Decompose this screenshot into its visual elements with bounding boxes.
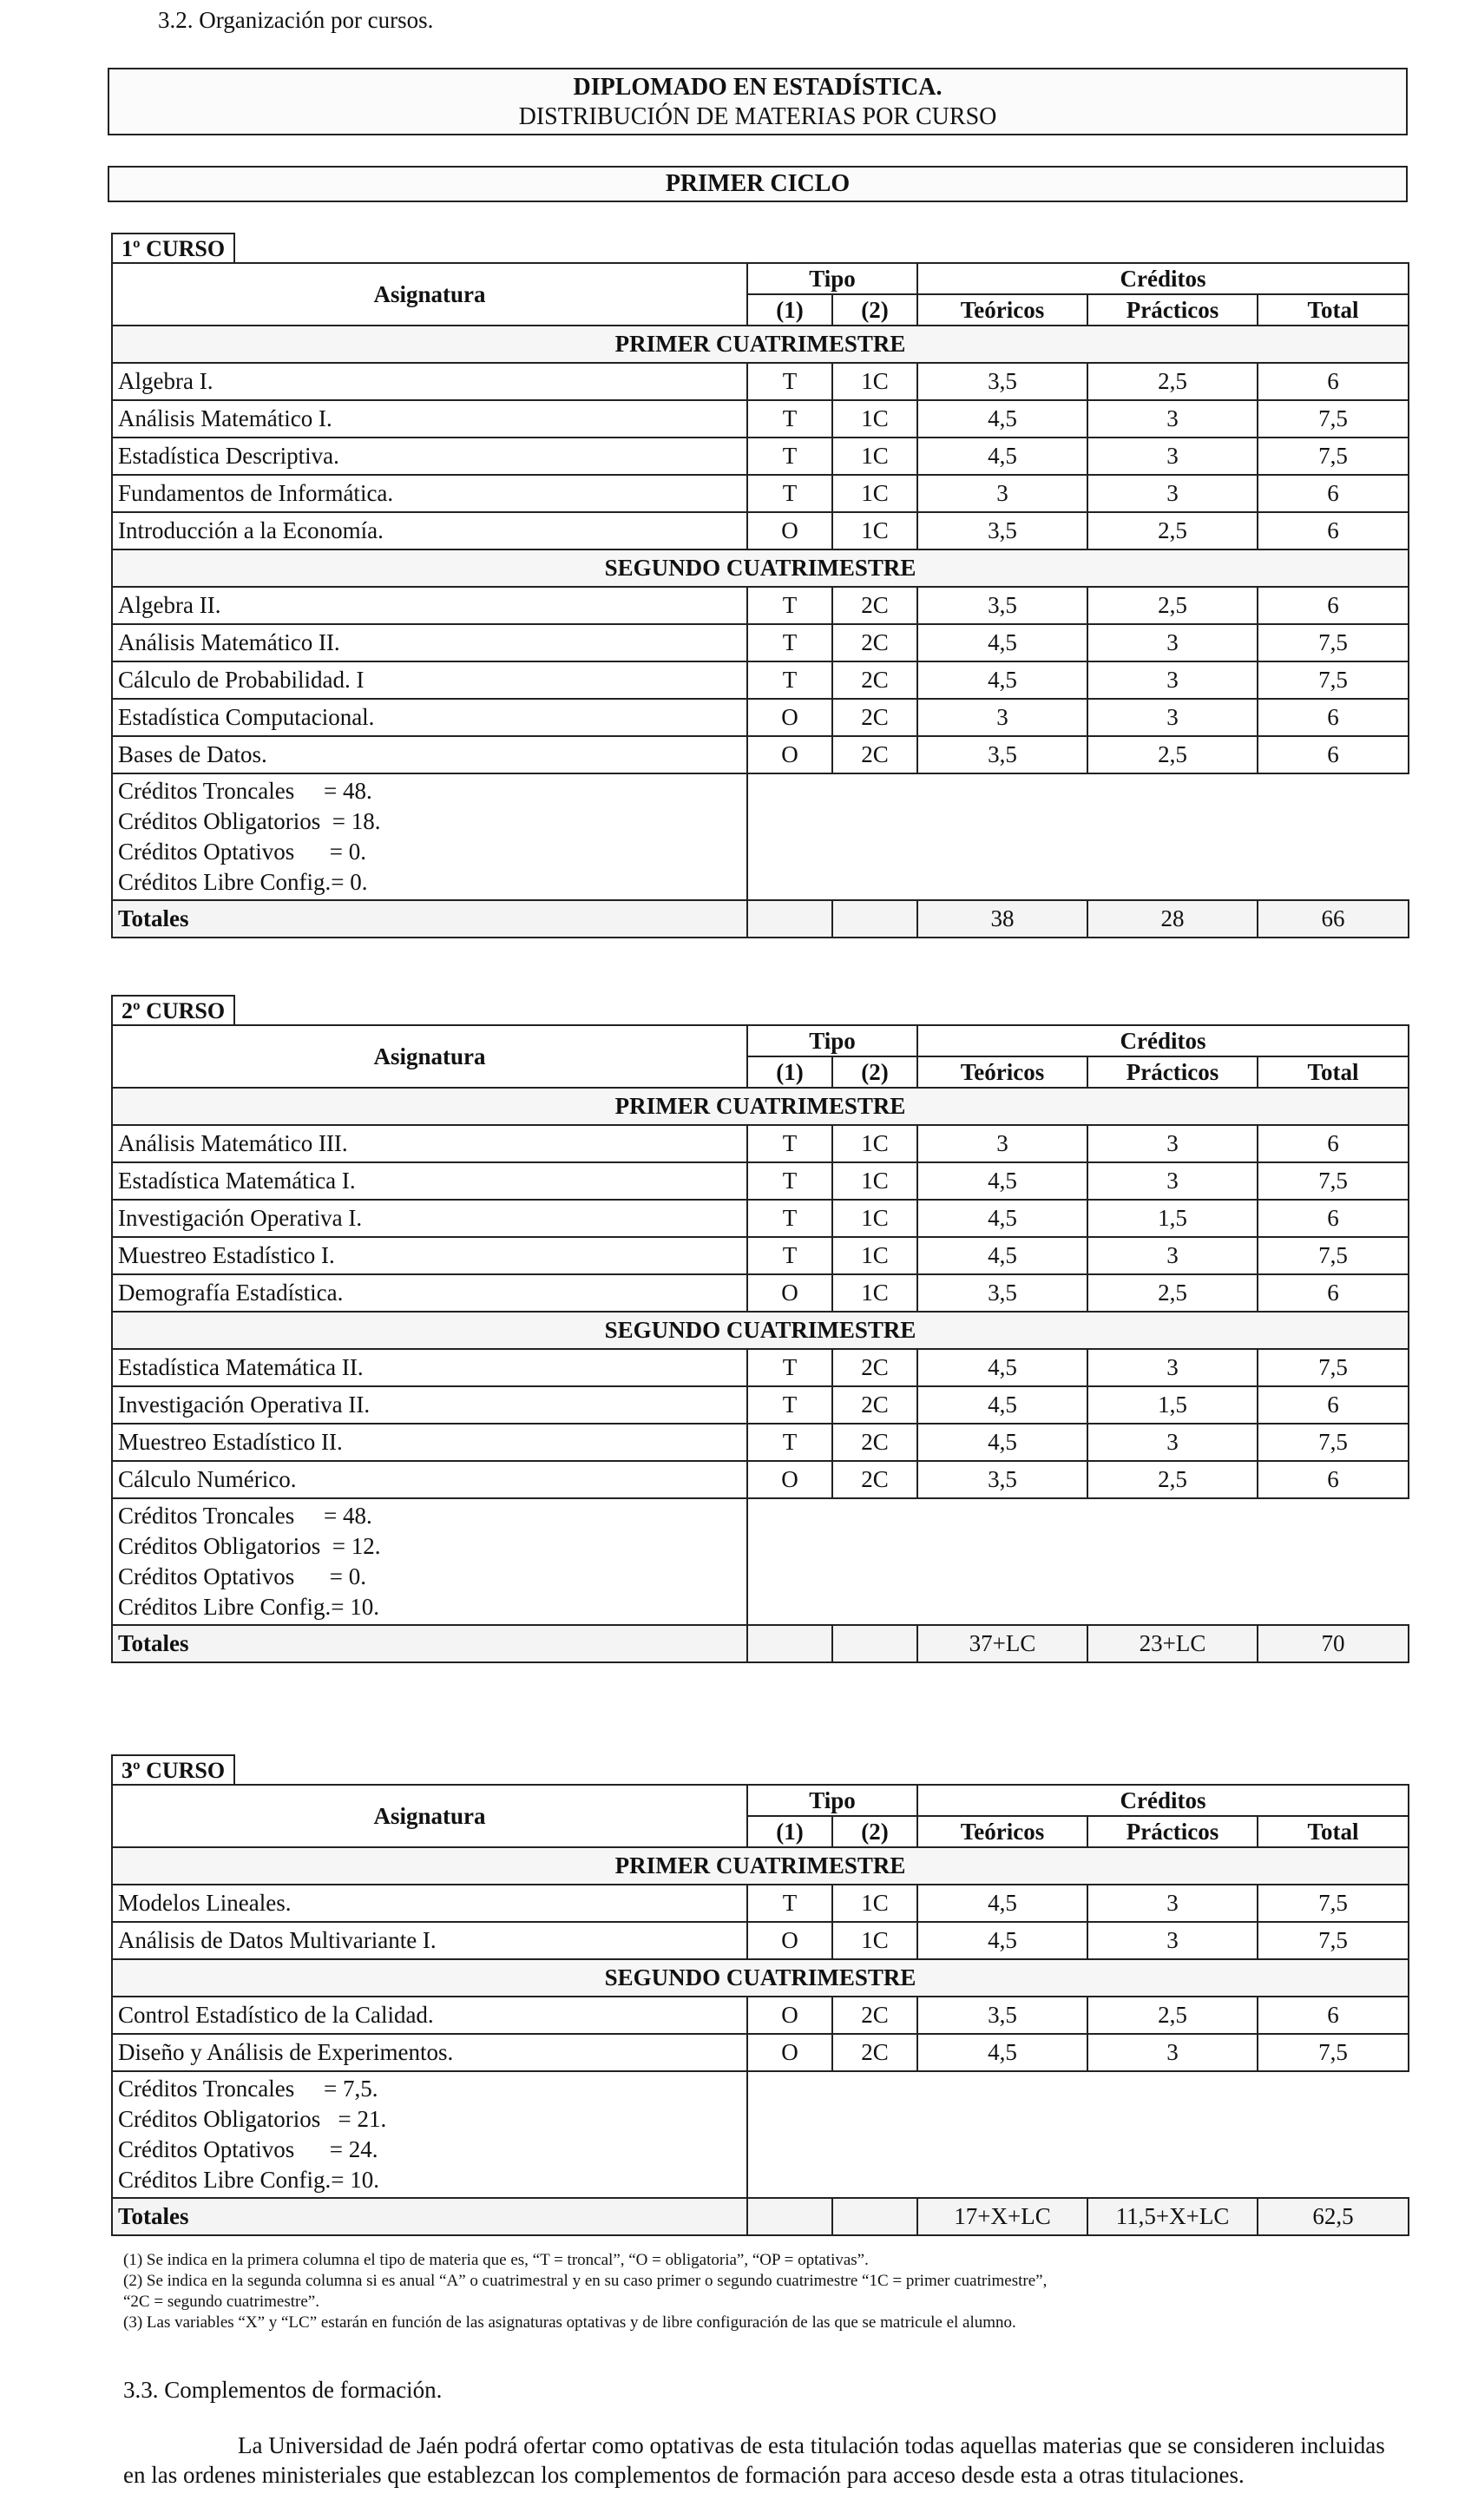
subject-period: 2C <box>832 1349 917 1386</box>
subject-row <box>112 363 1409 400</box>
title-line-1: DIPLOMADO EN ESTADÍSTICA. <box>573 74 943 101</box>
credits-summary <box>112 1498 747 1625</box>
semester-heading: PRIMER CUATRIMESTRE <box>112 1847 1409 1885</box>
col1-header: (1) <box>747 1056 832 1088</box>
summary-line: Créditos Libre Config.= 0. <box>118 869 368 895</box>
subject-name: Análisis de Datos Multivariante I. <box>112 1922 747 1959</box>
credits-theory: 3,5 <box>917 736 1087 773</box>
subject-name: Algebra I. <box>112 363 747 400</box>
summary-line: Créditos Troncales = 48. <box>118 778 372 804</box>
subject-row <box>112 1349 1409 1386</box>
subject-name: Análisis Matemático III. <box>112 1125 747 1162</box>
creditos-header: Créditos <box>917 1785 1409 1816</box>
subject-period: 1C <box>832 1237 917 1274</box>
credits-summary <box>112 2071 747 2198</box>
credits-practice: 3 <box>1087 1125 1258 1162</box>
subject-period: 1C <box>832 363 917 400</box>
header-row <box>112 1785 1409 1816</box>
asignatura-header: Asignatura <box>112 263 747 326</box>
totals-row <box>112 900 1409 938</box>
subject-row <box>112 1922 1409 1959</box>
credits-practice: 3 <box>1087 1922 1258 1959</box>
subject-row <box>112 1274 1409 1312</box>
totals-blank <box>747 900 832 938</box>
semester-heading: SEGUNDO CUATRIMESTRE <box>112 1312 1409 1349</box>
subject-period: 1C <box>832 475 917 512</box>
credits-theory: 3,5 <box>917 1274 1087 1312</box>
subject-period: 2C <box>832 1997 917 2034</box>
subject-type: T <box>747 363 832 400</box>
subject-type: O <box>747 1274 832 1312</box>
totals-label: Totales <box>112 2198 747 2235</box>
totals-blank <box>832 1625 917 1662</box>
credits-theory: 4,5 <box>917 2034 1087 2071</box>
subject-type: T <box>747 1386 832 1424</box>
title-line-2: DISTRIBUCIÓN DE MATERIAS POR CURSO <box>518 103 997 130</box>
credits-practice: 2,5 <box>1087 363 1258 400</box>
semester-row <box>112 326 1409 363</box>
subject-row <box>112 699 1409 736</box>
title-box <box>108 68 1408 135</box>
subject-row <box>112 475 1409 512</box>
credits-theory: 4,5 <box>917 624 1087 661</box>
subject-row <box>112 512 1409 549</box>
credits-practice: 3 <box>1087 661 1258 699</box>
totals-total: 66 <box>1258 900 1409 938</box>
subject-period: 1C <box>832 1200 917 1237</box>
summary-line: Créditos Optativos = 0. <box>118 1563 366 1589</box>
credits-practice: 1,5 <box>1087 1386 1258 1424</box>
subject-row <box>112 736 1409 773</box>
credits-total: 6 <box>1258 475 1409 512</box>
credits-practice: 3 <box>1087 699 1258 736</box>
paragraph: La Universidad de Jaén podrá ofertar como optativas de esta titulación todas aquellas materias que se consideren incluidas en las ordenes ministeriales que establezcan los complementos de formación para acceso desde esta a otras titulaciones. <box>123 2432 1385 2488</box>
credits-theory: 3,5 <box>917 512 1087 549</box>
subject-type: T <box>747 1162 832 1200</box>
credits-total: 7,5 <box>1258 400 1409 438</box>
summary-line: Créditos Obligatorios = 12. <box>118 1533 381 1559</box>
subject-row <box>112 1885 1409 1922</box>
col2-header: (2) <box>832 1816 917 1847</box>
credits-theory: 3 <box>917 475 1087 512</box>
subject-type: T <box>747 624 832 661</box>
subject-row <box>112 438 1409 475</box>
subject-period: 2C <box>832 1461 917 1498</box>
credits-total: 6 <box>1258 1386 1409 1424</box>
credits-total: 6 <box>1258 363 1409 400</box>
subject-name: Estadística Computacional. <box>112 699 747 736</box>
subject-period: 1C <box>832 400 917 438</box>
subject-row <box>112 1386 1409 1424</box>
credits-theory: 3 <box>917 699 1087 736</box>
summary-line: Créditos Troncales = 7,5. <box>118 2076 378 2102</box>
subject-period: 2C <box>832 1424 917 1461</box>
subject-type: T <box>747 400 832 438</box>
totals-theory: 17+X+LC <box>917 2198 1087 2235</box>
semester-heading: PRIMER CUATRIMESTRE <box>112 1088 1409 1125</box>
credits-practice: 3 <box>1087 1424 1258 1461</box>
summary-line: Créditos Obligatorios = 21. <box>118 2106 387 2132</box>
teoricos-header: Teóricos <box>917 1056 1087 1088</box>
subject-row <box>112 1125 1409 1162</box>
credits-total: 7,5 <box>1258 1237 1409 1274</box>
asignatura-header: Asignatura <box>112 1785 747 1847</box>
subject-type: O <box>747 1922 832 1959</box>
credits-theory: 3,5 <box>917 363 1087 400</box>
credits-practice: 3 <box>1087 1885 1258 1922</box>
semester-row <box>112 1959 1409 1997</box>
credits-practice: 3 <box>1087 475 1258 512</box>
semester-row <box>112 1088 1409 1125</box>
subject-name: Muestreo Estadístico I. <box>112 1237 747 1274</box>
subject-row <box>112 1237 1409 1274</box>
credits-practice: 1,5 <box>1087 1200 1258 1237</box>
col1-header: (1) <box>747 1816 832 1847</box>
subject-period: 2C <box>832 736 917 773</box>
credits-total: 6 <box>1258 1997 1409 2034</box>
semester-heading: SEGUNDO CUATRIMESTRE <box>112 549 1409 587</box>
totals-blank <box>747 2198 832 2235</box>
subject-type: T <box>747 1424 832 1461</box>
subject-name: Diseño y Análisis de Experimentos. <box>112 2034 747 2071</box>
subsection-heading: 3.3. Complementos de formación. <box>123 2377 443 2403</box>
subject-period: 2C <box>832 2034 917 2071</box>
semester-heading: SEGUNDO CUATRIMESTRE <box>112 1959 1409 1997</box>
subject-name: Bases de Datos. <box>112 736 747 773</box>
credits-practice: 2,5 <box>1087 736 1258 773</box>
credits-total: 6 <box>1258 587 1409 624</box>
subject-name: Control Estadístico de la Calidad. <box>112 1997 747 2034</box>
credits-total: 6 <box>1258 1461 1409 1498</box>
footnotes <box>123 2250 1390 2333</box>
subject-row <box>112 624 1409 661</box>
course-label: 2º CURSO <box>111 995 235 1024</box>
subject-type: O <box>747 736 832 773</box>
credits-total: 7,5 <box>1258 2034 1409 2071</box>
credits-total: 6 <box>1258 512 1409 549</box>
course-table <box>111 1024 1409 1663</box>
subject-type: T <box>747 1125 832 1162</box>
summary-line: Créditos Optativos = 0. <box>118 839 366 865</box>
subject-period: 2C <box>832 699 917 736</box>
subject-type: T <box>747 438 832 475</box>
credits-practice: 3 <box>1087 1237 1258 1274</box>
credits-total: 7,5 <box>1258 661 1409 699</box>
subject-name: Muestreo Estadístico II. <box>112 1424 747 1461</box>
subject-name: Demografía Estadística. <box>112 1274 747 1312</box>
subject-row <box>112 1461 1409 1498</box>
credits-theory: 3,5 <box>917 587 1087 624</box>
credits-theory: 4,5 <box>917 1922 1087 1959</box>
credits-practice: 2,5 <box>1087 1274 1258 1312</box>
creditos-header: Créditos <box>917 263 1409 294</box>
credits-summary-row <box>112 1498 1409 1625</box>
credits-theory: 4,5 <box>917 1885 1087 1922</box>
total-header: Total <box>1258 294 1409 326</box>
subject-period: 2C <box>832 624 917 661</box>
credits-practice: 2,5 <box>1087 1997 1258 2034</box>
course-label: 3º CURSO <box>111 1754 235 1784</box>
subject-name: Cálculo de Probabilidad. I <box>112 661 747 699</box>
tipo-header: Tipo <box>747 1025 917 1056</box>
practicos-header: Prácticos <box>1087 1816 1258 1847</box>
credits-total: 6 <box>1258 1200 1409 1237</box>
subject-name: Estadística Descriptiva. <box>112 438 747 475</box>
subject-period: 1C <box>832 438 917 475</box>
totals-label: Totales <box>112 1625 747 1662</box>
subject-name: Investigación Operativa I. <box>112 1200 747 1237</box>
tipo-header: Tipo <box>747 1785 917 1816</box>
subject-row <box>112 400 1409 438</box>
subject-row <box>112 1162 1409 1200</box>
credits-theory: 4,5 <box>917 1386 1087 1424</box>
course-table <box>111 262 1409 938</box>
totals-practice: 28 <box>1087 900 1258 938</box>
subject-type: O <box>747 2034 832 2071</box>
credits-total: 7,5 <box>1258 1424 1409 1461</box>
creditos-header: Créditos <box>917 1025 1409 1056</box>
footnote-2-cont: “2C = segundo cuatrimestre”. <box>123 2293 319 2311</box>
subject-name: Introducción a la Economía. <box>112 512 747 549</box>
col2-header: (2) <box>832 294 917 326</box>
summary-blank <box>747 773 1409 900</box>
credits-theory: 4,5 <box>917 1424 1087 1461</box>
credits-practice: 2,5 <box>1087 587 1258 624</box>
summary-line: Créditos Libre Config.= 10. <box>118 1594 379 1620</box>
credits-total: 6 <box>1258 736 1409 773</box>
subject-period: 2C <box>832 1386 917 1424</box>
credits-theory: 4,5 <box>917 1200 1087 1237</box>
subject-type: T <box>747 1200 832 1237</box>
credits-theory: 4,5 <box>917 438 1087 475</box>
footnote-1: (1) Se indica en la primera columna el tipo de materia que es, “T = troncal”, “O = obligatoria”, “OP = optativas”. <box>123 2251 869 2269</box>
totals-row <box>112 1625 1409 1662</box>
header-row <box>112 263 1409 294</box>
footnote-2: (2) Se indica en la segunda columna si es anual “A” o cuatrimestral y en su caso primer o segundo cuatrimestre “1C = primer cuatrimestre”, <box>123 2272 1048 2290</box>
semester-row <box>112 1847 1409 1885</box>
subject-period: 1C <box>832 1274 917 1312</box>
credits-total: 7,5 <box>1258 1922 1409 1959</box>
credits-total: 7,5 <box>1258 1162 1409 1200</box>
credits-summary-row <box>112 773 1409 900</box>
col2-header: (2) <box>832 1056 917 1088</box>
teoricos-header: Teóricos <box>917 294 1087 326</box>
subject-type: T <box>747 1237 832 1274</box>
subject-period: 2C <box>832 587 917 624</box>
subject-type: T <box>747 587 832 624</box>
subject-type: O <box>747 699 832 736</box>
credits-practice: 2,5 <box>1087 512 1258 549</box>
credits-theory: 3,5 <box>917 1997 1087 2034</box>
subject-period: 1C <box>832 1125 917 1162</box>
teoricos-header: Teóricos <box>917 1816 1087 1847</box>
credits-practice: 3 <box>1087 438 1258 475</box>
credits-total: 7,5 <box>1258 438 1409 475</box>
credits-theory: 4,5 <box>917 661 1087 699</box>
col1-header: (1) <box>747 294 832 326</box>
totals-blank <box>832 2198 917 2235</box>
subject-row <box>112 1424 1409 1461</box>
section-heading: 3.2. Organización por cursos. <box>158 7 434 33</box>
subject-type: T <box>747 1885 832 1922</box>
totals-total: 62,5 <box>1258 2198 1409 2235</box>
tipo-header: Tipo <box>747 263 917 294</box>
subject-period: 1C <box>832 1162 917 1200</box>
credits-theory: 3,5 <box>917 1461 1087 1498</box>
credits-summary-row <box>112 2071 1409 2198</box>
totals-practice: 11,5+X+LC <box>1087 2198 1258 2235</box>
subject-type: O <box>747 1997 832 2034</box>
subject-type: O <box>747 512 832 549</box>
subject-name: Análisis Matemático I. <box>112 400 747 438</box>
subject-period: 1C <box>832 1885 917 1922</box>
subject-row <box>112 587 1409 624</box>
summary-line: Créditos Troncales = 48. <box>118 1503 372 1529</box>
course-label: 1º CURSO <box>111 233 235 262</box>
subject-row <box>112 661 1409 699</box>
credits-theory: 4,5 <box>917 1162 1087 1200</box>
credits-practice: 3 <box>1087 624 1258 661</box>
subject-row <box>112 1200 1409 1237</box>
credits-theory: 4,5 <box>917 400 1087 438</box>
semester-row <box>112 1312 1409 1349</box>
credits-total: 7,5 <box>1258 1349 1409 1386</box>
summary-blank <box>747 2071 1409 2198</box>
subject-name: Investigación Operativa II. <box>112 1386 747 1424</box>
subject-type: T <box>747 661 832 699</box>
semester-row <box>112 549 1409 587</box>
subject-name: Cálculo Numérico. <box>112 1461 747 1498</box>
totals-blank <box>747 1625 832 1662</box>
summary-line: Créditos Libre Config.= 10. <box>118 2167 379 2193</box>
subject-name: Estadística Matemática II. <box>112 1349 747 1386</box>
footnote-3: (3) Las variables “X” y “LC” estarán en función de las asignaturas optativas y de libre configuración de las que se matricule el alumno. <box>123 2313 1016 2332</box>
totals-practice: 23+LC <box>1087 1625 1258 1662</box>
totals-blank <box>832 900 917 938</box>
subject-name: Análisis Matemático II. <box>112 624 747 661</box>
totals-total: 70 <box>1258 1625 1409 1662</box>
subject-type: T <box>747 475 832 512</box>
credits-practice: 3 <box>1087 1349 1258 1386</box>
credits-total: 7,5 <box>1258 624 1409 661</box>
total-header: Total <box>1258 1816 1409 1847</box>
credits-theory: 3 <box>917 1125 1087 1162</box>
cycle-box: PRIMER CICLO <box>108 166 1408 202</box>
subject-name: Fundamentos de Informática. <box>112 475 747 512</box>
credits-total: 7,5 <box>1258 1885 1409 1922</box>
summary-blank <box>747 1498 1409 1625</box>
totals-theory: 37+LC <box>917 1625 1087 1662</box>
subject-name: Algebra II. <box>112 587 747 624</box>
course-table <box>111 1784 1409 2236</box>
totals-theory: 38 <box>917 900 1087 938</box>
subject-period: 1C <box>832 1922 917 1959</box>
totals-row <box>112 2198 1409 2235</box>
credits-total: 6 <box>1258 699 1409 736</box>
semester-heading: PRIMER CUATRIMESTRE <box>112 326 1409 363</box>
subject-type: T <box>747 1349 832 1386</box>
credits-total: 6 <box>1258 1274 1409 1312</box>
credits-practice: 2,5 <box>1087 1461 1258 1498</box>
subject-type: O <box>747 1461 832 1498</box>
header-row <box>112 1025 1409 1056</box>
credits-practice: 3 <box>1087 400 1258 438</box>
subject-period: 2C <box>832 661 917 699</box>
credits-practice: 3 <box>1087 2034 1258 2071</box>
asignatura-header: Asignatura <box>112 1025 747 1088</box>
summary-line: Créditos Optativos = 24. <box>118 2136 378 2162</box>
credits-summary <box>112 773 747 900</box>
subject-name: Modelos Lineales. <box>112 1885 747 1922</box>
subject-name: Estadística Matemática I. <box>112 1162 747 1200</box>
totals-label: Totales <box>112 900 747 938</box>
credits-theory: 4,5 <box>917 1237 1087 1274</box>
credits-theory: 4,5 <box>917 1349 1087 1386</box>
credits-practice: 3 <box>1087 1162 1258 1200</box>
total-header: Total <box>1258 1056 1409 1088</box>
summary-line: Créditos Obligatorios = 18. <box>118 808 381 834</box>
credits-total: 6 <box>1258 1125 1409 1162</box>
subject-period: 1C <box>832 512 917 549</box>
subject-row <box>112 2034 1409 2071</box>
subject-row <box>112 1997 1409 2034</box>
practicos-header: Prácticos <box>1087 1056 1258 1088</box>
practicos-header: Prácticos <box>1087 294 1258 326</box>
